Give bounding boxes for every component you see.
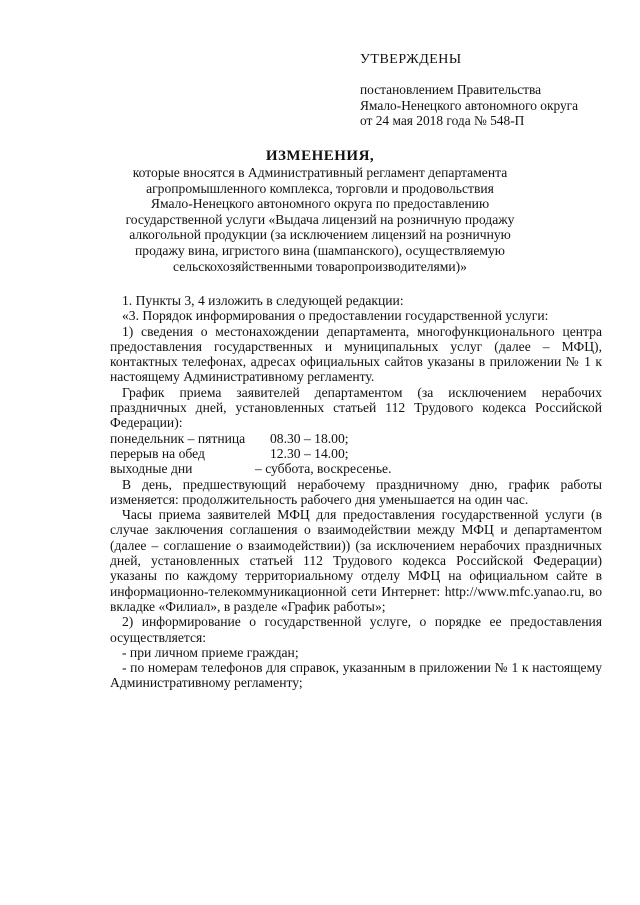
paragraph-3: 1) сведения о местонахождении департамента, многофункционального центра предоставления государственных и муниципальных услуг (далее – МФЦ), контактных телефонах, адресах официальных сайтов указаны в приложении № 1 к настоящему Административному регламенту. (110, 323, 602, 385)
subtitle-line: алкогольной продукции (за исключением лицензий на розничную (129, 227, 511, 243)
decree-line: постановлением Правительства (360, 82, 542, 97)
schedule-row (110, 446, 602, 461)
schedule-time: 12.30 – 14.00; (270, 445, 349, 461)
schedule-time: – суббота, воскресенье. (255, 461, 392, 477)
paragraph-1: 1. Пункты 3, 4 изложить в следующей редакции: (122, 293, 404, 308)
schedule-time: 08.30 – 18.00; (270, 430, 349, 446)
subtitle-line: продажу вина, игристого вина (шампанского), осуществляемую (135, 242, 505, 258)
decree-line: Ямало-Ненецкого автономного округа (360, 97, 579, 113)
paragraph-8: - при личном приеме граждан; (122, 644, 299, 660)
schedule-table (110, 431, 602, 477)
schedule-day: перерыв на обед (110, 445, 205, 461)
document-title: ИЗМЕНЕНИЯ, (265, 148, 375, 164)
approval-stamp: УТВЕРЖДЕНЫ (360, 52, 462, 67)
subtitle-line: Ямало-Ненецкого автономного округа по предоставлению (150, 196, 490, 212)
schedule-day: выходные дни (110, 461, 193, 477)
document-subtitle (0, 165, 640, 274)
document-body (110, 293, 602, 691)
decree-reference (360, 82, 578, 129)
subtitle-line: государственной услуги «Выдача лицензий на розничную продажу (125, 211, 515, 227)
paragraph-5: В день, предшествующий нерабочему праздничному дню, график работы изменяется: продолжительность рабочего дня уменьшается на один час. (110, 476, 602, 507)
schedule-day: понедельник – пятница (110, 430, 246, 446)
paragraph-4: График приема заявителей департаментом (за исключением нерабочих праздничных дней, установленных статьей 112 Трудового кодекса Российской Федерации): (110, 384, 602, 431)
paragraph-9: - по номерам телефонов для справок, указанным в приложении № 1 к настоящему Административному регламенту; (110, 660, 602, 691)
schedule-row (110, 431, 602, 446)
schedule-row (110, 461, 602, 476)
paragraph-6: Часы приема заявителей МФЦ для предоставления государственной услуги (в случае заключения соглашения о взаимодействии между МФЦ и департаментом (далее – соглашение о взаимодействии)) (за исключением нерабочих праздничных дней, установленных статьей 112 Трудового кодекса Российской Федерации) указаны по каждому территориальному отделу МФЦ на официальном сайте в информационно-телекоммуникационной сети Интернет: http://www.mfc.yanao.ru, во вкладке «Филиал», в разделе «График работы»; (110, 507, 602, 614)
paragraph-2: «3. Порядок информирования о предоставлении государственной услуги: (122, 308, 549, 324)
subtitle-line: сельскохозяйственными товаропроизводителями)» (173, 258, 467, 274)
paragraph-7: 2) информирование о государственной услуге, о порядке ее предоставления осуществляется: (110, 614, 602, 645)
subtitle-line: агропромышленного комплекса, торговли и продовольствия (146, 180, 494, 196)
decree-line: от 24 мая 2018 года № 548-П (360, 113, 525, 128)
subtitle-line: которые вносятся в Административный регламент департамента (132, 165, 508, 180)
